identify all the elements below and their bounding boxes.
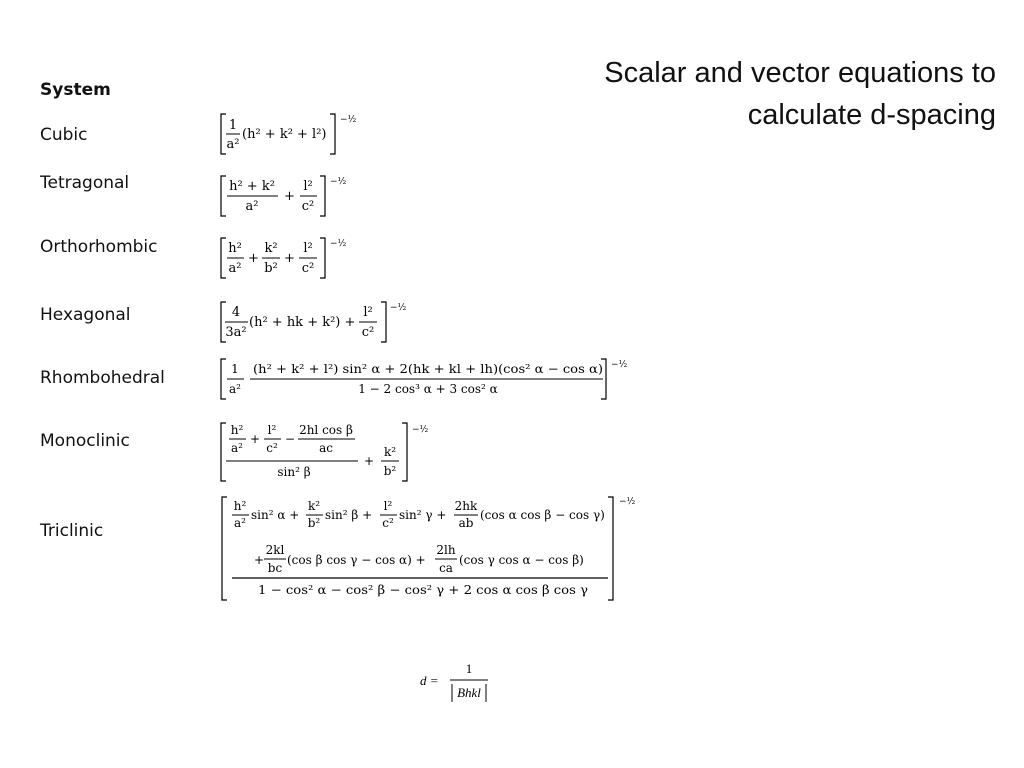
formula-triclinic: [218, 492, 658, 610]
mono-n3: 2hl cos β: [299, 423, 353, 437]
tri-d1: a²: [234, 516, 246, 530]
formula-rhombohedral: [218, 355, 638, 407]
tri-d4: ab: [458, 516, 474, 530]
title-line-1: Scalar and vector equations to: [604, 57, 996, 89]
tri-d3: c²: [382, 516, 394, 530]
tri-t2: sin² β +: [325, 508, 373, 522]
tri-n6: 2lh: [436, 543, 456, 557]
tri-t5: (cos β cos γ − cos α) +: [287, 553, 426, 567]
mono-exponent: −½: [412, 425, 429, 435]
tri-n2: k²: [307, 499, 321, 513]
hex-den2: c²: [361, 325, 375, 340]
tri-n1: h²: [233, 499, 247, 513]
mono-n4: k²: [383, 445, 397, 459]
tri-n5: 2kl: [265, 543, 285, 557]
system-name-cubic: Cubic: [40, 125, 88, 145]
cubic-num: 1: [228, 118, 238, 133]
ortho-d3: c²: [301, 261, 315, 276]
mono-d2: c²: [266, 441, 278, 455]
mono-d3: ac: [319, 441, 333, 455]
hex-den: 3a²: [225, 325, 247, 340]
cubic-rest: (h² + k² + l²): [242, 127, 327, 142]
mono-n2: l²: [267, 423, 277, 437]
ortho-plus-1: +: [248, 251, 259, 266]
mono-plus-2: +: [364, 454, 375, 468]
formula-cubic: [218, 110, 378, 162]
tetragonal-plus: +: [284, 189, 295, 204]
slide-title: [396, 52, 996, 136]
ortho-n1: h²: [228, 241, 242, 256]
hex-num: 4: [231, 305, 241, 320]
hex-num2: l²: [363, 305, 373, 320]
system-name-tetragonal: Tetragonal: [40, 173, 130, 193]
formula-hexagonal: [218, 298, 418, 350]
rhombo-bignum: (h² + k² + l²) sin² α + 2(hk + kl + lh)(cos² α − cos α): [253, 362, 603, 376]
tri-den: 1 − cos² α − cos² β − cos² γ + 2 cos α cos β cos γ: [258, 583, 588, 597]
tetragonal-exponent: −½: [330, 177, 347, 187]
title-line-2: calculate d-spacing: [747, 99, 996, 131]
tri-d6: ca: [439, 561, 453, 575]
tri-t1: sin² α +: [251, 508, 300, 522]
tetragonal-den2: c²: [301, 199, 315, 214]
ortho-d2: b²: [264, 261, 278, 276]
formula-d-spacing: [418, 660, 508, 713]
tri-t4: (cos α cos β − cos γ): [480, 508, 605, 522]
system-name-orthorhombic: Orthorhombic: [40, 237, 158, 257]
mono-n1: h²: [230, 423, 244, 437]
system-name-hexagonal: Hexagonal: [40, 305, 131, 325]
system-name-triclinic: Triclinic: [40, 521, 104, 541]
tri-t6: (cos γ cos α − cos β): [459, 553, 584, 567]
formula-monoclinic: [218, 420, 448, 488]
rhombo-exponent: −½: [611, 360, 628, 370]
d-den: Bhkl: [457, 685, 481, 700]
tetragonal-den1: a²: [245, 199, 259, 214]
cubic-exponent: −½: [340, 115, 357, 125]
ortho-exponent: −½: [330, 239, 347, 249]
mono-d1: a²: [231, 441, 243, 455]
d-num: 1: [465, 661, 473, 676]
rhombo-num: 1: [231, 362, 239, 376]
tetragonal-num2: l²: [303, 179, 313, 194]
hex-exponent: −½: [390, 303, 407, 313]
tri-d5: bc: [267, 561, 283, 575]
tetragonal-num1: h² + k²: [229, 179, 275, 194]
d-lhs: d =: [420, 673, 439, 688]
system-header: System: [40, 80, 111, 100]
ortho-n3: l²: [303, 241, 313, 256]
tri-n4: 2hk: [454, 499, 478, 513]
rhombo-bigden: 1 − 2 cos³ α + 3 cos² α: [358, 382, 498, 396]
cubic-den: a²: [226, 137, 240, 152]
system-name-rhombohedral: Rhombohedral: [40, 368, 165, 388]
rhombo-den: a²: [229, 382, 241, 396]
tri-d2: b²: [307, 516, 321, 530]
mono-d4: b²: [383, 464, 397, 478]
formula-orthorhombic: [218, 234, 378, 286]
mono-plus-1: +: [250, 432, 261, 446]
ortho-d1: a²: [228, 261, 242, 276]
hex-mid: (h² + hk + k²) +: [249, 315, 356, 330]
ortho-n2: k²: [264, 241, 278, 256]
ortho-plus-2: +: [284, 251, 295, 266]
mono-minus: −: [285, 432, 296, 446]
tri-plus: +: [254, 553, 265, 567]
tri-t3: sin² γ +: [399, 508, 447, 522]
mono-den: sin² β: [277, 465, 311, 479]
system-name-monoclinic: Monoclinic: [40, 431, 130, 451]
formula-tetragonal: [218, 172, 378, 224]
tri-exponent: −½: [619, 497, 636, 507]
tri-n3: l²: [383, 499, 393, 513]
